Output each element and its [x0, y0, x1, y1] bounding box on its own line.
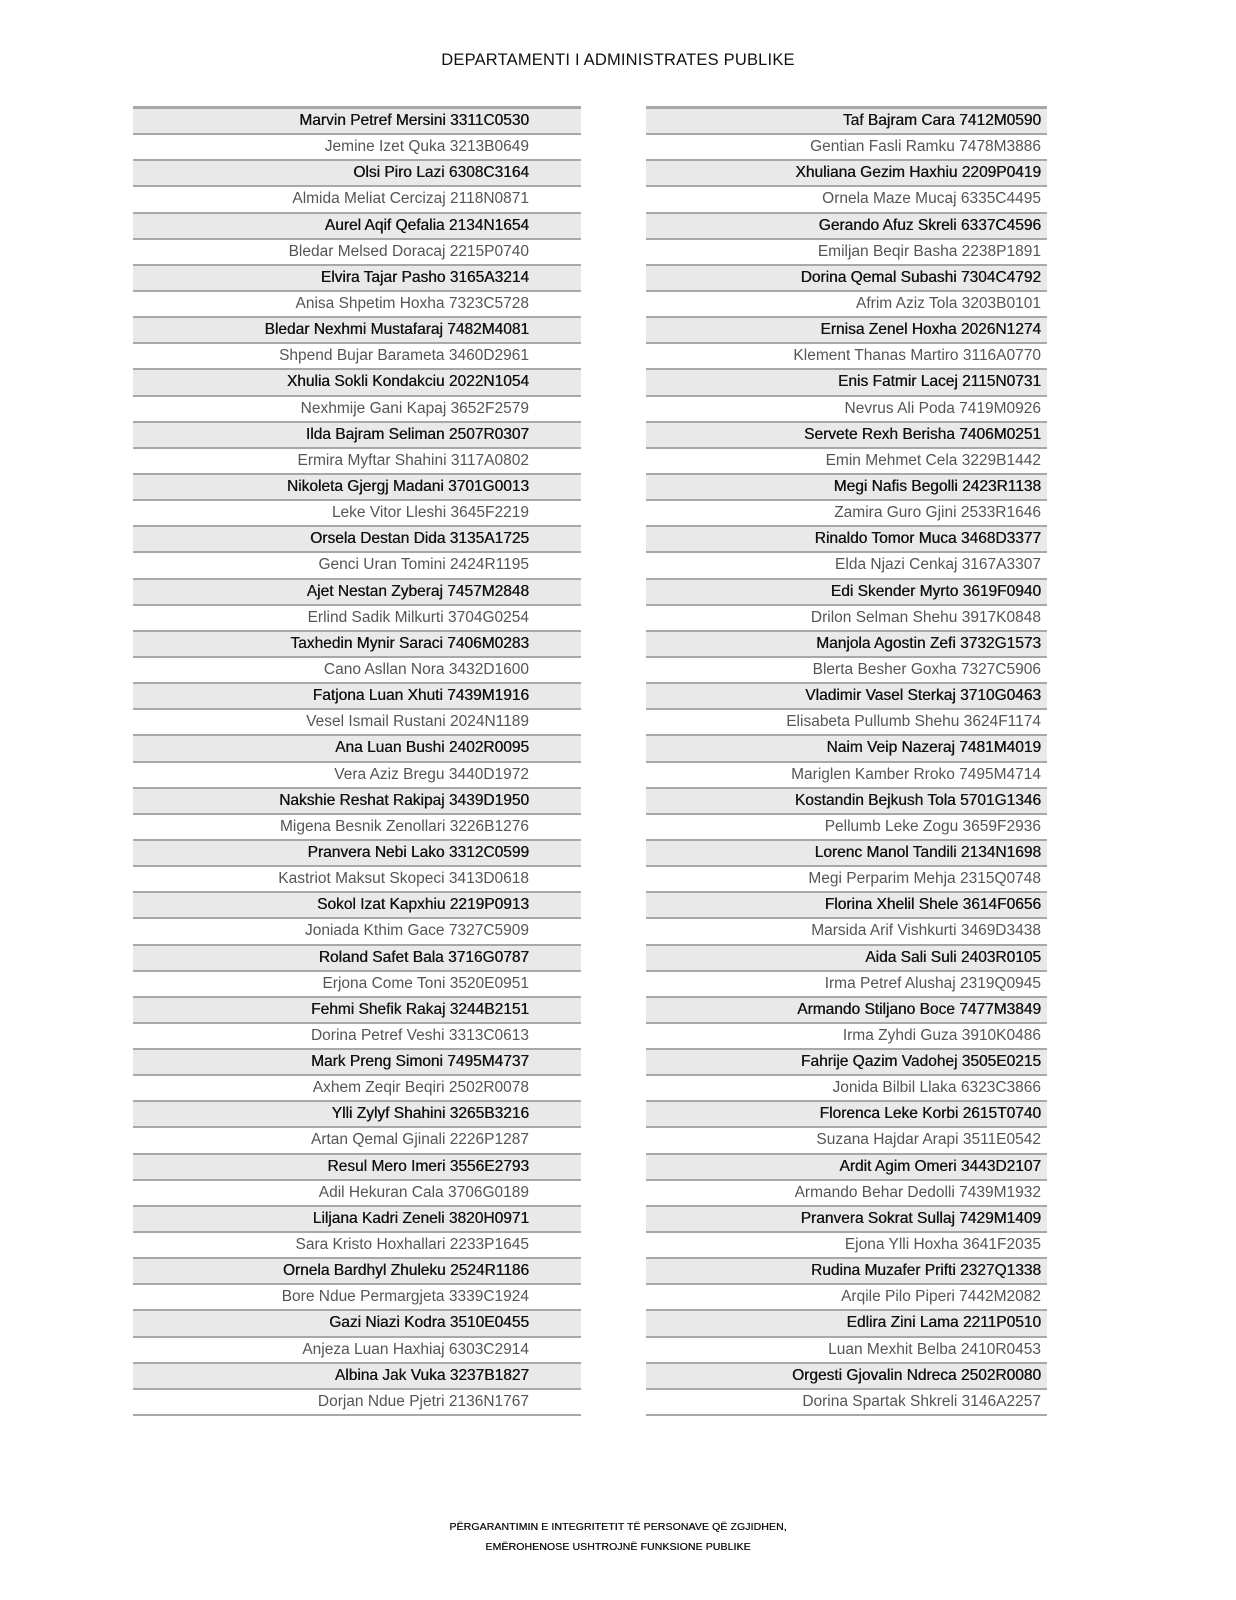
list-item: Nakshie Reshat Rakipaj 3439D1950 [133, 789, 581, 815]
list-item: Anjeza Luan Haxhiaj 6303C2914 [133, 1338, 581, 1364]
left-name-list [133, 106, 581, 1416]
list-item: Zamira Guro Gjini 2533R1646 [646, 501, 1047, 527]
list-item: Megi Nafis Begolli 2423R1138 [646, 475, 1047, 501]
list-item: Mariglen Kamber Rroko 7495M4714 [646, 763, 1047, 789]
list-item: Ajet Nestan Zyberaj 7457M2848 [133, 580, 581, 606]
list-item: Emin Mehmet Cela 3229B1442 [646, 449, 1047, 475]
list-item: Taf Bajram Cara 7412M0590 [646, 109, 1047, 135]
list-item: Megi Perparim Mehja 2315Q0748 [646, 867, 1047, 893]
list-item: Pellumb Leke Zogu 3659F2936 [646, 815, 1047, 841]
right-name-list [646, 106, 1047, 1416]
list-item: Marvin Petref Mersini 3311C0530 [133, 109, 581, 135]
list-item: Emiljan Beqir Basha 2238P1891 [646, 240, 1047, 266]
list-item: Irma Zyhdi Guza 3910K0486 [646, 1024, 1047, 1050]
list-item: Ardit Agim Omeri 3443D2107 [646, 1155, 1047, 1181]
list-item: Marsida Arif Vishkurti 3469D3438 [646, 919, 1047, 945]
list-item: Almida Meliat Cercizaj 2118N0871 [133, 187, 581, 213]
list-item: Aurel Aqif Qefalia 2134N1654 [133, 214, 581, 240]
list-item: Pranvera Sokrat Sullaj 7429M1409 [646, 1207, 1047, 1233]
list-item: Ana Luan Bushi 2402R0095 [133, 736, 581, 762]
list-item: Gentian Fasli Ramku 7478M3886 [646, 135, 1047, 161]
list-item: Suzana Hajdar Arapi 3511E0542 [646, 1128, 1047, 1154]
list-item: Gerando Afuz Skreli 6337C4596 [646, 214, 1047, 240]
list-item: Manjola Agostin Zefi 3732G1573 [646, 632, 1047, 658]
list-item: Irma Petref Alushaj 2319Q0945 [646, 972, 1047, 998]
list-item: Orsela Destan Dida 3135A1725 [133, 527, 581, 553]
list-item: Bore Ndue Permargjeta 3339C1924 [133, 1285, 581, 1311]
list-item: Blerta Besher Goxha 7327C5906 [646, 658, 1047, 684]
list-item: Edi Skender Myrto 3619F0940 [646, 580, 1047, 606]
list-item: Edlira Zini Lama 2211P0510 [646, 1311, 1047, 1337]
list-item: Rinaldo Tomor Muca 3468D3377 [646, 527, 1047, 553]
list-item: Ornela Bardhyl Zhuleku 2524R1186 [133, 1259, 581, 1285]
list-item: Liljana Kadri Zeneli 3820H0971 [133, 1207, 581, 1233]
list-item: Jemine Izet Quka 3213B0649 [133, 135, 581, 161]
list-item: Afrim Aziz Tola 3203B0101 [646, 292, 1047, 318]
list-item: Ilda Bajram Seliman 2507R0307 [133, 423, 581, 449]
list-item: Axhem Zeqir Beqiri 2502R0078 [133, 1076, 581, 1102]
list-item: Aida Sali Suli 2403R0105 [646, 946, 1047, 972]
footer [0, 1517, 1236, 1557]
list-item: Kastriot Maksut Skopeci 3413D0618 [133, 867, 581, 893]
list-item: Bledar Nexhmi Mustafaraj 7482M4081 [133, 318, 581, 344]
list-item: Florenca Leke Korbi 2615T0740 [646, 1102, 1047, 1128]
list-item: Lorenc Manol Tandili 2134N1698 [646, 841, 1047, 867]
list-item: Anisa Shpetim Hoxha 7323C5728 [133, 292, 581, 318]
list-item: Orgesti Gjovalin Ndreca 2502R0080 [646, 1364, 1047, 1390]
list-item: Ernisa Zenel Hoxha 2026N1274 [646, 318, 1047, 344]
list-item: Ejona Ylli Hoxha 3641F2035 [646, 1233, 1047, 1259]
list-item: Genci Uran Tomini 2424R1195 [133, 553, 581, 579]
list-item: Dorina Spartak Shkreli 3146A2257 [646, 1390, 1047, 1416]
list-item: Elisabeta Pullumb Shehu 3624F1174 [646, 710, 1047, 736]
list-item: Klement Thanas Martiro 3116A0770 [646, 344, 1047, 370]
list-item: Mark Preng Simoni 7495M4737 [133, 1050, 581, 1076]
list-item: Dorina Qemal Subashi 7304C4792 [646, 266, 1047, 292]
list-item: Erlind Sadik Milkurti 3704G0254 [133, 606, 581, 632]
list-item: Artan Qemal Gjinali 2226P1287 [133, 1128, 581, 1154]
list-item: Gazi Niazi Kodra 3510E0455 [133, 1311, 581, 1337]
list-item: Elvira Tajar Pasho 3165A3214 [133, 266, 581, 292]
list-item: Erjona Come Toni 3520E0951 [133, 972, 581, 998]
list-item: Leke Vitor Lleshi 3645F2219 [133, 501, 581, 527]
list-item: Fahrije Qazim Vadohej 3505E0215 [646, 1050, 1047, 1076]
list-item: Vera Aziz Bregu 3440D1972 [133, 763, 581, 789]
list-item: Migena Besnik Zenollari 3226B1276 [133, 815, 581, 841]
list-item: Joniada Kthim Gace 7327C5909 [133, 919, 581, 945]
list-item: Servete Rexh Berisha 7406M0251 [646, 423, 1047, 449]
list-item: Sokol Izat Kapxhiu 2219P0913 [133, 893, 581, 919]
list-item: Nexhmije Gani Kapaj 3652F2579 [133, 397, 581, 423]
list-item: Nevrus Ali Poda 7419M0926 [646, 397, 1047, 423]
list-item: Enis Fatmir Lacej 2115N0731 [646, 370, 1047, 396]
list-item: Luan Mexhit Belba 2410R0453 [646, 1338, 1047, 1364]
list-item: Cano Asllan Nora 3432D1600 [133, 658, 581, 684]
footer-line-1: PËRGARANTIMIN E INTEGRITETIT TË PERSONAVE QË ZGJIDHEN, [449, 1521, 787, 1533]
list-item: Adil Hekuran Cala 3706G0189 [133, 1181, 581, 1207]
list-item: Albina Jak Vuka 3237B1827 [133, 1364, 581, 1390]
list-item: Resul Mero Imeri 3556E2793 [133, 1155, 581, 1181]
list-item: Florina Xhelil Shele 3614F0656 [646, 893, 1047, 919]
list-item: Drilon Selman Shehu 3917K0848 [646, 606, 1047, 632]
list-item: Armando Behar Dedolli 7439M1932 [646, 1181, 1047, 1207]
list-item: Armando Stiljano Boce 7477M3849 [646, 998, 1047, 1024]
list-item: Sara Kristo Hoxhallari 2233P1645 [133, 1233, 581, 1259]
list-item: Dorjan Ndue Pjetri 2136N1767 [133, 1390, 581, 1416]
footer-line-2: EMËROHENOSE USHTROJNË FUNKSIONE PUBLIKE [485, 1541, 751, 1553]
list-item: Jonida Bilbil Llaka 6323C3866 [646, 1076, 1047, 1102]
list-item: Pranvera Nebi Lako 3312C0599 [133, 841, 581, 867]
list-item: Vladimir Vasel Sterkaj 3710G0463 [646, 684, 1047, 710]
list-item: Dorina Petref Veshi 3313C0613 [133, 1024, 581, 1050]
list-item: Naim Veip Nazeraj 7481M4019 [646, 736, 1047, 762]
list-item: Arqile Pilo Piperi 7442M2082 [646, 1285, 1047, 1311]
list-item: Vesel Ismail Rustani 2024N1189 [133, 710, 581, 736]
list-item: Nikoleta Gjergj Madani 3701G0013 [133, 475, 581, 501]
list-item: Xhuliana Gezim Haxhiu 2209P0419 [646, 161, 1047, 187]
list-item: Xhulia Sokli Kondakciu 2022N1054 [133, 370, 581, 396]
list-item: Ylli Zylyf Shahini 3265B3216 [133, 1102, 581, 1128]
list-item: Fatjona Luan Xhuti 7439M1916 [133, 684, 581, 710]
list-item: Shpend Bujar Barameta 3460D2961 [133, 344, 581, 370]
list-item: Roland Safet Bala 3716G0787 [133, 946, 581, 972]
list-item: Olsi Piro Lazi 6308C3164 [133, 161, 581, 187]
list-item: Ornela Maze Mucaj 6335C4495 [646, 187, 1047, 213]
list-item: Rudina Muzafer Prifti 2327Q1338 [646, 1259, 1047, 1285]
list-item: Elda Njazi Cenkaj 3167A3307 [646, 553, 1047, 579]
list-item: Kostandin Bejkush Tola 5701G1346 [646, 789, 1047, 815]
list-item: Bledar Melsed Doracaj 2215P0740 [133, 240, 581, 266]
page-title: DEPARTAMENTI I ADMINISTRATES PUBLIKE [441, 51, 795, 69]
list-item: Ermira Myftar Shahini 3117A0802 [133, 449, 581, 475]
list-item: Fehmi Shefik Rakaj 3244B2151 [133, 998, 581, 1024]
list-item: Taxhedin Mynir Saraci 7406M0283 [133, 632, 581, 658]
